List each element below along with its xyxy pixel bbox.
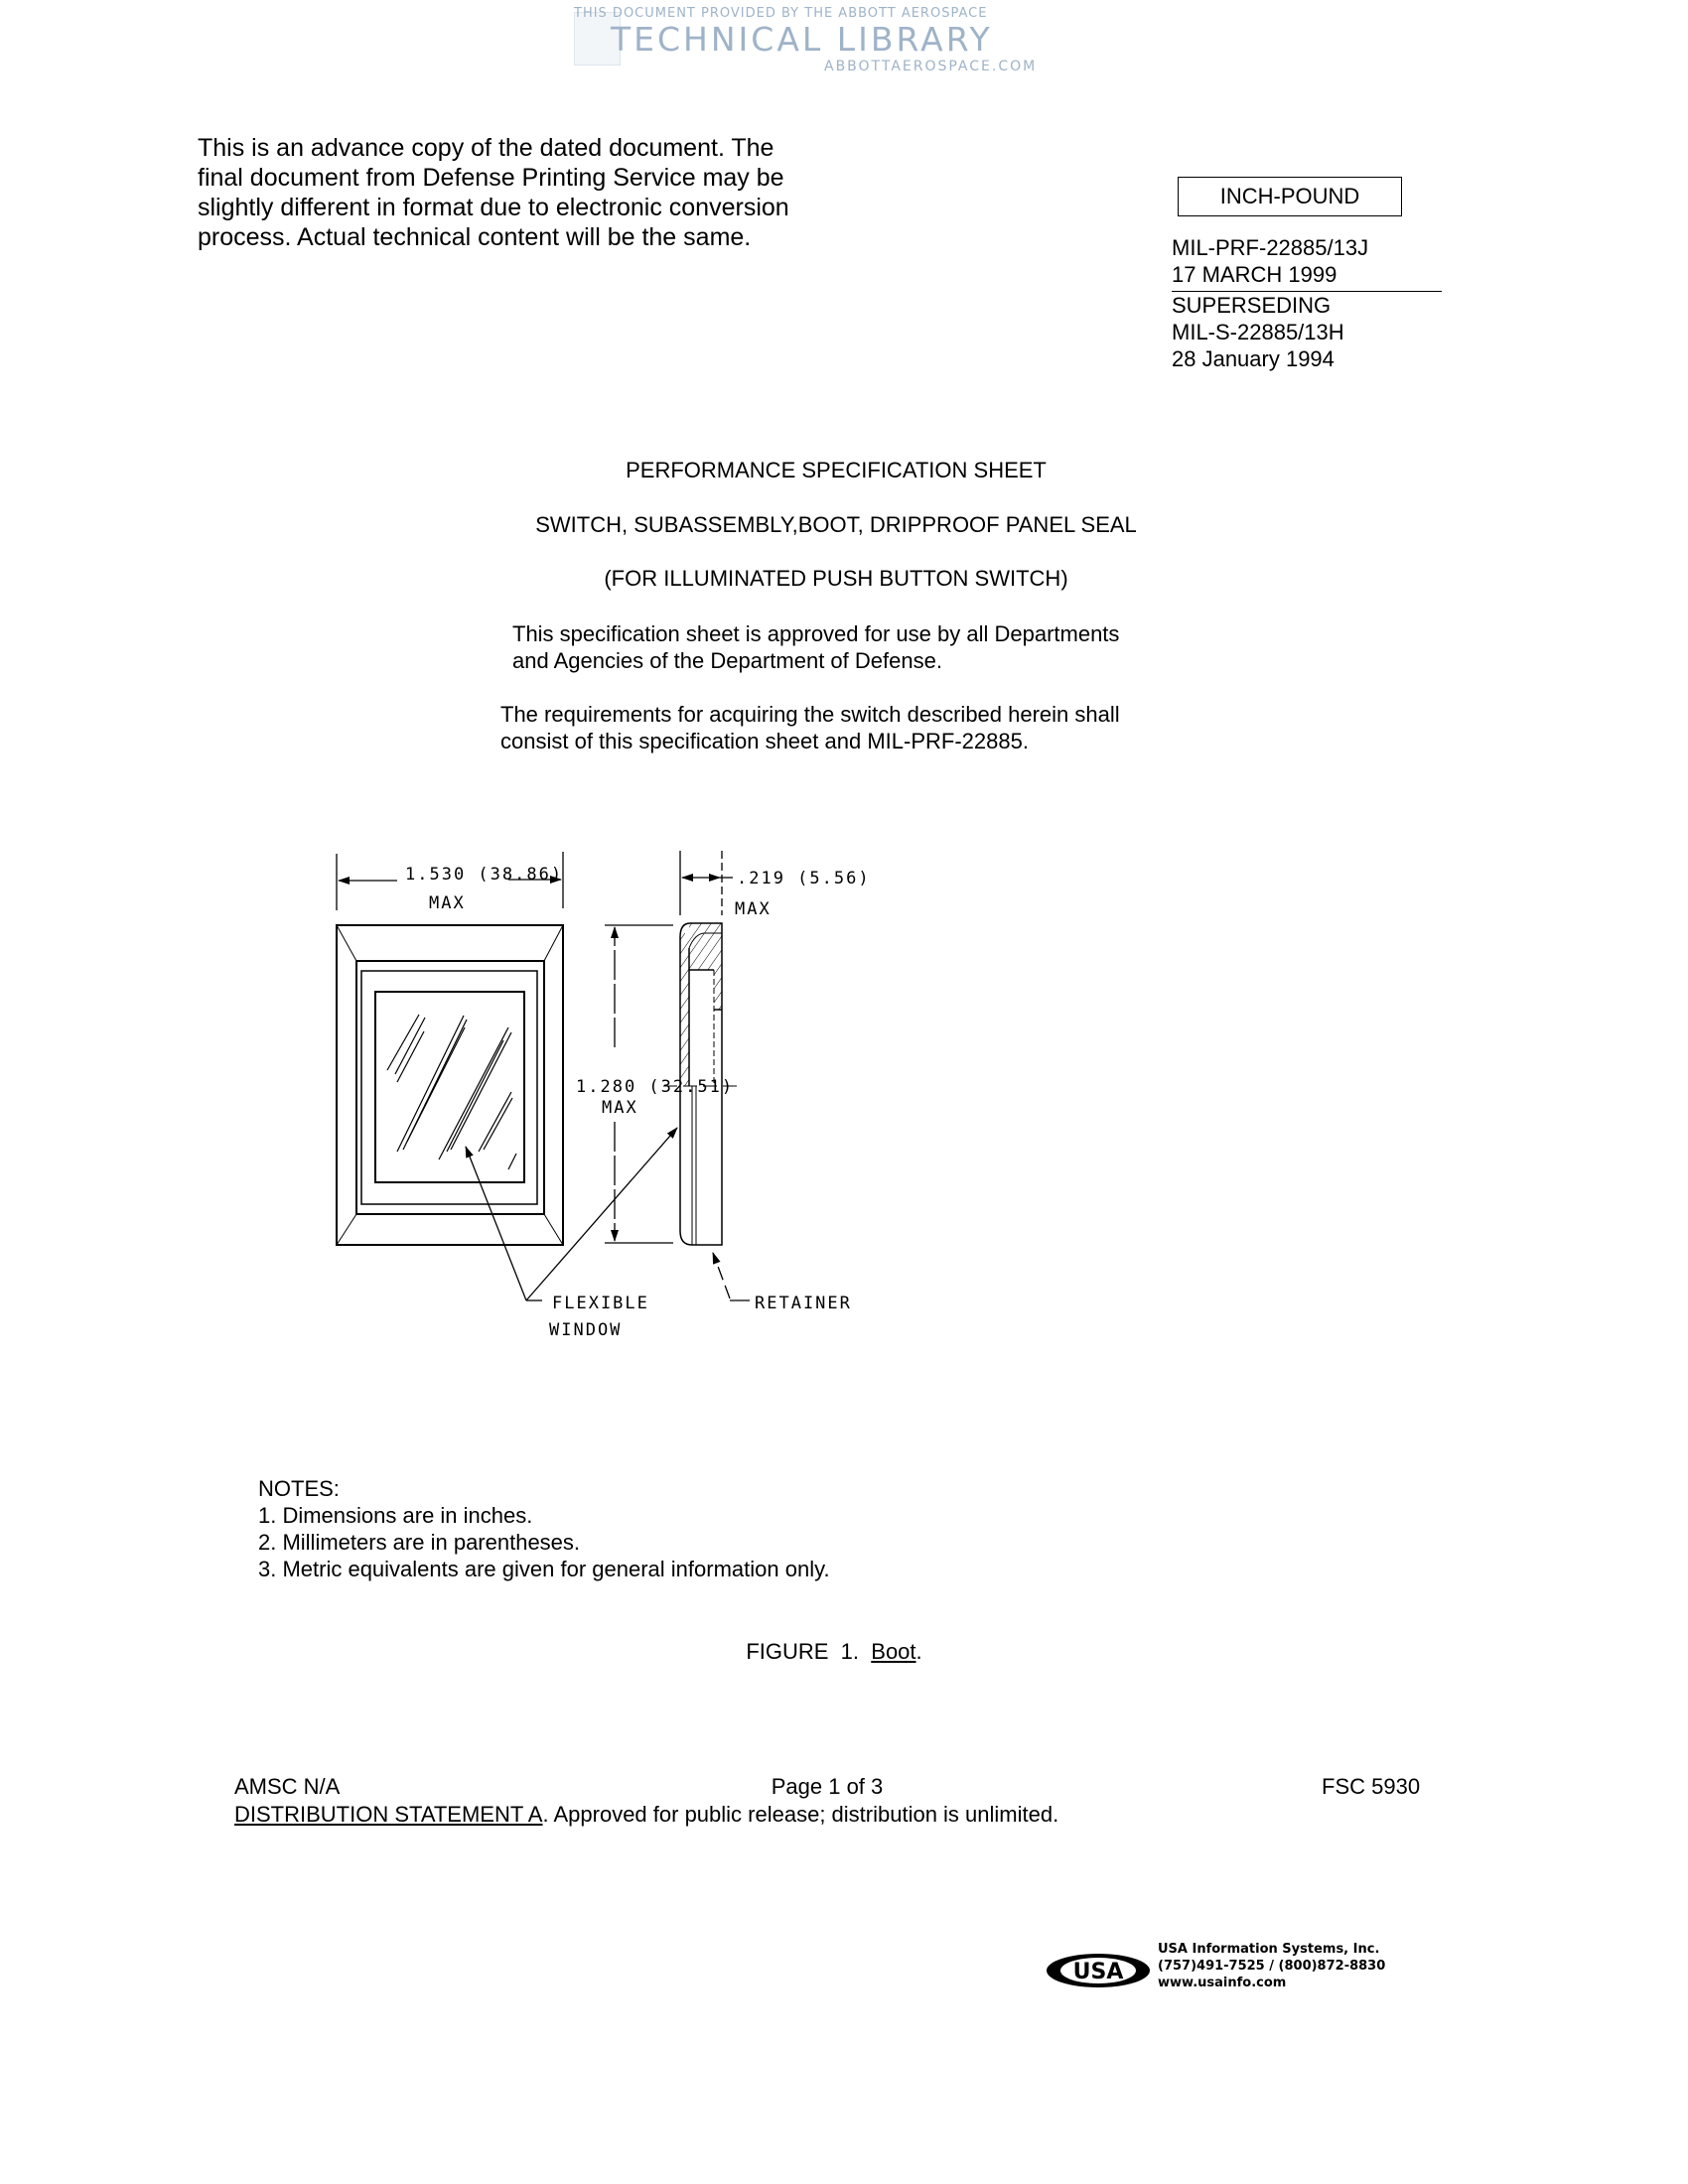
notice-line: final document from Defense Printing Service may be [198, 164, 784, 192]
width-dimension-label: 1.530 (38.86) [405, 865, 564, 885]
depth-dimension [680, 851, 733, 915]
distribution-statement [234, 1801, 1058, 1828]
depth-dimension-label: .219 (5.56) [737, 869, 871, 888]
boot-outer-frame [337, 925, 563, 1245]
vendor-info [1158, 1941, 1385, 1991]
superseded-number: MIL-S-22885/13H [1172, 320, 1344, 344]
superseding-label: SUPERSEDING [1172, 293, 1332, 318]
fsc: FSC 5930 [1322, 1774, 1421, 1799]
distribution-label: DISTRIBUTION STATEMENT A [234, 1802, 543, 1827]
note-item: 3. Metric equivalents are given for general information only. [258, 1557, 830, 1581]
vendor-name: USA Information Systems, Inc. [1158, 1942, 1380, 1957]
amsc: AMSC N/A [234, 1774, 341, 1799]
note-item: 2. Millimeters are in parentheses. [258, 1530, 581, 1555]
height-dimension-label: 1.280 (32.51) [576, 1077, 735, 1097]
caption-prefix: FIGURE 1. [746, 1639, 872, 1664]
height-max-label: MAX [602, 1098, 638, 1118]
notice-line: process. Actual technical content will be the same. [198, 223, 752, 251]
doc-number: MIL-PRF-22885/13J [1172, 235, 1369, 260]
figure-caption [746, 1638, 921, 1665]
spec-sheet-title: PERFORMANCE SPECIFICATION SHEET [626, 458, 1047, 482]
requirements-line: The requirements for acquiring the switch described herein shall [500, 702, 1120, 727]
retainer-label: RETAINER [755, 1294, 852, 1313]
superseded-date: 28 January 1994 [1172, 346, 1335, 371]
item-title: SWITCH, SUBASSEMBLY,BOOT, DRIPPROOF PANEL SEAL [535, 512, 1137, 537]
watermark-provided-by: THIS DOCUMENT PROVIDED BY THE ABBOTT AEROSPACE [574, 6, 988, 21]
distribution-text: . Approved for public release; distribution is unlimited. [542, 1802, 1059, 1827]
note-item: 1. Dimensions are in inches. [258, 1503, 533, 1528]
usa-logo-icon [1043, 1946, 1162, 1995]
flexible-window-label: FLEXIBLE [552, 1294, 649, 1313]
approval-line: This specification sheet is approved for use by all Departments [512, 621, 1120, 646]
caption-suffix: . [915, 1639, 922, 1664]
caption-name: Boot [871, 1639, 916, 1664]
usa-logo-text: USA [1072, 1960, 1124, 1984]
depth-max-label: MAX [735, 899, 772, 919]
vendor-website: www.usainfo.com [1158, 1976, 1287, 1990]
width-max-label: MAX [429, 893, 466, 913]
inch-pound-box: INCH-POUND [1178, 177, 1402, 216]
doc-date: 17 MARCH 1999 [1172, 262, 1337, 287]
watermark-title: TECHNICAL LIBRARY [611, 20, 993, 59]
item-subtitle: (FOR ILLUMINATED PUSH BUTTON SWITCH) [604, 566, 1068, 591]
glare-marks [387, 1015, 516, 1169]
page-number: Page 1 of 3 [771, 1774, 884, 1799]
watermark-url: ABBOTTAEROSPACE.COM [824, 59, 1038, 74]
requirements-line: consist of this specification sheet and MIL-PRF-22885. [500, 729, 1029, 753]
approval-line: and Agencies of the Department of Defense. [512, 648, 942, 673]
flexible-window-label-2: WINDOW [549, 1320, 623, 1340]
flexible-window [375, 992, 524, 1182]
notice-line: slightly different in format due to electronic conversion [198, 194, 789, 221]
notes [258, 1475, 830, 1582]
vendor-phone: (757)491-7525 / (800)872-8830 [1158, 1959, 1386, 1974]
notes-heading: NOTES: [258, 1476, 340, 1501]
notice-line: This is an advance copy of the dated document. The [198, 134, 774, 162]
